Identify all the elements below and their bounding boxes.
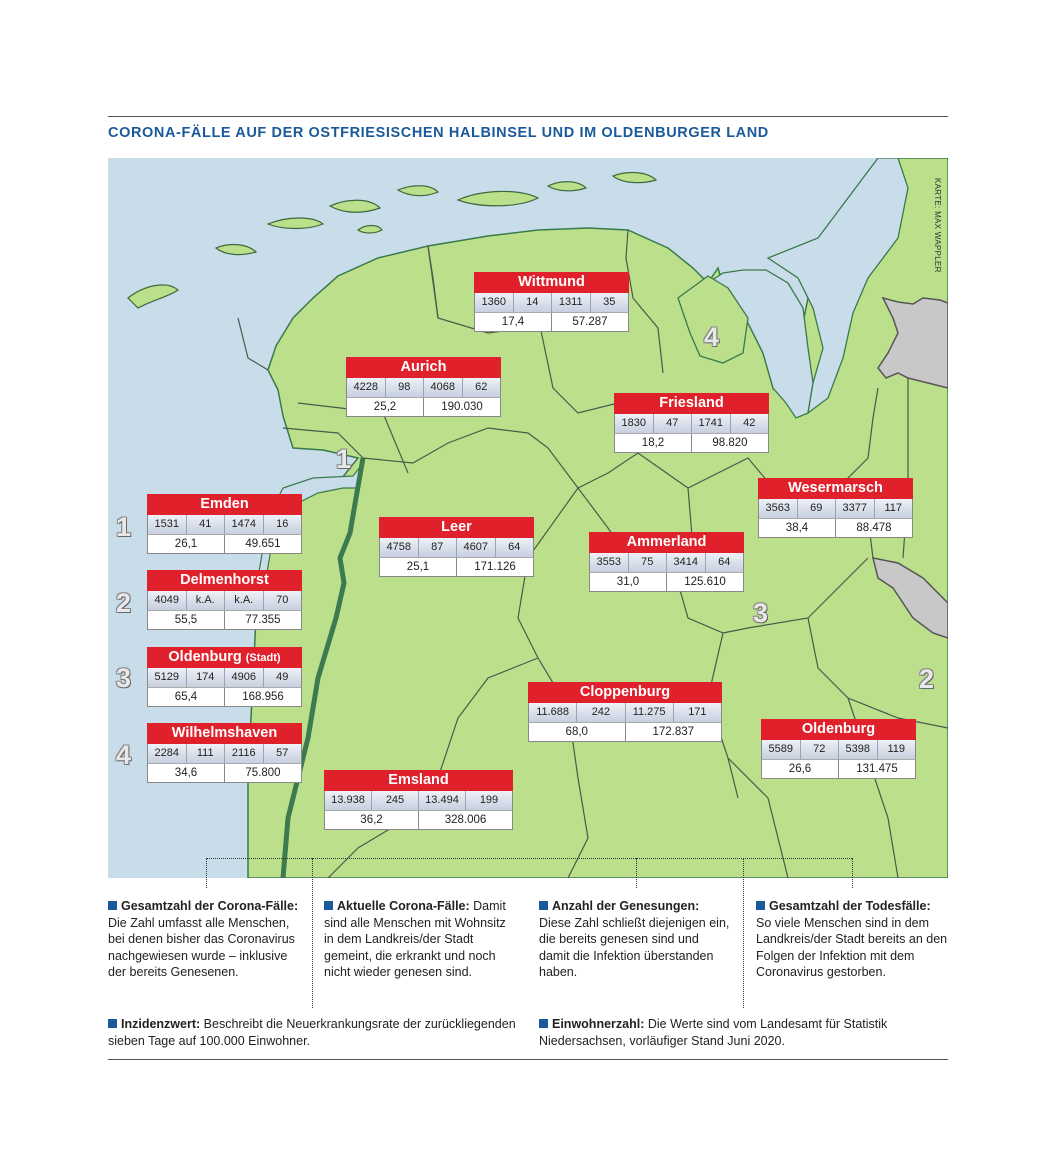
box-title: Oldenburg	[761, 719, 916, 740]
cell-gesamt: 4758	[380, 538, 419, 557]
box-leer	[379, 517, 534, 577]
cell-einwohner: 98.820	[712, 437, 748, 449]
box-oldenburg-stadt	[147, 647, 302, 707]
cell-genesen: 1474	[225, 515, 264, 534]
box-title: Leer	[379, 517, 534, 538]
cell-aktuell: 174	[187, 668, 226, 687]
legend-bullet	[539, 901, 548, 910]
box-title: Wesermarsch	[758, 478, 913, 499]
cell-tote: 42	[743, 417, 756, 429]
cell-gesamt: 5129	[148, 668, 187, 687]
box-title: Wittmund	[474, 272, 629, 293]
box-delmenhorst	[147, 570, 302, 630]
cell-einwohner: 131.475	[856, 763, 898, 775]
cell-genesen: 4906	[225, 668, 264, 687]
bottom-rule	[108, 1059, 948, 1060]
legend-gesamt	[108, 898, 304, 981]
box-title: Ammerland	[589, 532, 744, 553]
legend-label: Gesamtzahl der Corona-Fälle:	[121, 899, 299, 913]
cell-einwohner: 88.478	[856, 522, 892, 534]
box-ammerland	[589, 532, 744, 592]
box-friesland	[614, 393, 769, 453]
box-aurich	[346, 357, 501, 417]
cell-aktuell: 75	[629, 553, 668, 572]
cell-aktuell: 242	[577, 703, 625, 722]
legend-text: Diese Zahl schließt diejenigen ein, die bereits genesen sind und damit die Infektion überstanden haben.	[539, 915, 730, 979]
cell-genesen: 2116	[225, 744, 264, 763]
box-title: Cloppenburg	[528, 682, 722, 703]
cell-inzidenz: 18,2	[615, 434, 692, 452]
leader-tote	[743, 858, 744, 1008]
legend-label: Gesamtzahl der Todesfälle:	[769, 899, 931, 913]
cell-aktuell: 72	[801, 740, 840, 759]
legend-text: So viele Menschen sind in dem Landkreis/der Stadt bereits an den Folgen der Infektion mit dem Coronavirus gestorben.	[756, 915, 948, 979]
cell-inzidenz: 34,6	[148, 764, 225, 782]
legend-label: Anzahl der Genesungen:	[552, 899, 700, 913]
cell-aktuell: 245	[372, 791, 419, 810]
cell-inzidenz: 55,5	[148, 611, 225, 629]
box-oldenburg	[761, 719, 916, 779]
box-title: Aurich	[346, 357, 501, 378]
cell-inzidenz: 65,4	[148, 688, 225, 706]
cell-tote: 199	[479, 794, 499, 806]
box-title-name: Oldenburg	[168, 649, 242, 665]
cell-tote: 117	[884, 502, 903, 514]
cell-inzidenz: 26,6	[762, 760, 839, 778]
cell-genesen: 3377	[836, 499, 875, 518]
legend-text: Die Zahl umfasst alle Menschen, bei denen bisher das Coronavirus nachgewiesen wurde – inklusive der bereits Genesenen.	[108, 915, 295, 979]
cell-einwohner: 328.006	[444, 814, 487, 826]
box-title: Wilhelmshaven	[147, 723, 302, 744]
cell-tote: 119	[887, 743, 906, 755]
marker-3-legend: 3	[116, 663, 132, 693]
marker-2-legend: 2	[116, 588, 132, 618]
cell-inzidenz: 36,2	[325, 811, 419, 829]
cell-genesen: 4607	[457, 538, 496, 557]
cell-einwohner: 190.030	[441, 401, 483, 413]
marker-2-map: 2	[919, 664, 935, 694]
cell-genesen: 4068	[424, 378, 463, 397]
marker-1-legend: 1	[116, 512, 132, 542]
map-credit: KARTE: MAX WAPPLER	[933, 178, 942, 273]
cell-gesamt: 2284	[148, 744, 187, 763]
cell-aktuell: 111	[187, 744, 226, 763]
legend-aktuell	[324, 898, 516, 981]
leader-aktuell	[312, 858, 313, 1008]
marker-3-map: 3	[753, 598, 769, 628]
box-title: Delmenhorst	[147, 570, 302, 591]
cell-gesamt: 4049	[148, 591, 187, 610]
cell-einwohner: 125.610	[684, 576, 726, 588]
legend-tote	[756, 898, 948, 981]
cell-genesen: k.A.	[225, 591, 264, 610]
box-title-suffix: (Stadt)	[245, 652, 281, 664]
map-title: CORONA-FÄLLE AUF DER OSTFRIESISCHEN HALBINSEL UND IM OLDENBURGER LAND	[108, 125, 769, 141]
cell-genesen: 1741	[692, 414, 731, 433]
cell-gesamt: 1830	[615, 414, 654, 433]
legend-label: Aktuelle Corona-Fälle:	[337, 899, 470, 913]
leader-horizontal	[206, 858, 852, 859]
legend-label: Inzidenzwert:	[121, 1017, 201, 1031]
legend-text: Die Werte sind vom Landesamt für Statistik Niedersachsen, vorläufiger Stand Juni 2020.	[539, 1017, 888, 1048]
cell-genesen: 11.275	[626, 703, 674, 722]
cell-aktuell: 14	[514, 293, 553, 312]
box-title	[147, 647, 302, 668]
cell-einwohner: 75.800	[245, 767, 281, 779]
cell-gesamt: 13.938	[325, 791, 372, 810]
cell-inzidenz: 25,2	[347, 398, 424, 416]
cell-genesen: 1311	[552, 293, 591, 312]
box-title: Friesland	[614, 393, 769, 414]
box-title: Emden	[147, 494, 302, 515]
marker-1-map: 1	[336, 444, 352, 474]
cell-tote: 64	[508, 541, 521, 553]
top-rule	[108, 116, 948, 117]
leader-gesamt	[206, 858, 207, 888]
cell-gesamt: 3563	[759, 499, 798, 518]
cell-genesen: 3414	[667, 553, 706, 572]
leader-genesen	[636, 858, 637, 888]
cell-gesamt: 5589	[762, 740, 801, 759]
cell-tote: 171	[688, 706, 707, 718]
legend-genesen	[539, 898, 731, 981]
cell-einwohner: 171.126	[474, 561, 516, 573]
box-emsland	[324, 770, 513, 830]
cell-inzidenz: 68,0	[529, 723, 626, 741]
cell-inzidenz: 38,4	[759, 519, 836, 537]
cell-einwohner: 57.287	[572, 316, 608, 328]
cell-tote: 57	[276, 747, 289, 759]
legend-bullet	[108, 901, 117, 910]
cell-tote: 62	[475, 381, 488, 393]
cell-aktuell: 69	[798, 499, 837, 518]
box-wittmund	[474, 272, 629, 332]
cell-gesamt: 4228	[347, 378, 386, 397]
box-wilhelmshaven	[147, 723, 302, 783]
legend-text: Damit sind alle Menschen mit Wohnsitz in dem Landkreis/der Stadt gemeint, die erkrankt und noch nicht wieder genesen sind.	[324, 899, 506, 979]
legend-text: Beschreibt die Neuerkrankungsrate der zurückliegenden sieben Tage auf 100.000 Einwohner.	[108, 1017, 516, 1048]
box-cloppenburg	[528, 682, 722, 742]
cell-aktuell: 47	[654, 414, 693, 433]
cell-tote: 35	[603, 296, 616, 308]
cell-genesen: 5398	[839, 740, 878, 759]
cell-inzidenz: 25,1	[380, 558, 457, 576]
cell-einwohner: 77.355	[245, 614, 281, 626]
cell-inzidenz: 31,0	[590, 573, 667, 591]
cell-inzidenz: 26,1	[148, 535, 225, 553]
cell-aktuell: 41	[187, 515, 226, 534]
cell-einwohner: 49.651	[245, 538, 281, 550]
cell-tote: 70	[276, 594, 289, 606]
marker-4-map: 4	[704, 322, 720, 352]
cell-gesamt: 1531	[148, 515, 187, 534]
cell-genesen: 13.494	[419, 791, 466, 810]
legend-einwohner	[539, 1016, 948, 1049]
cell-aktuell: k.A.	[187, 591, 226, 610]
marker-4-legend: 4	[116, 740, 132, 770]
cell-inzidenz: 17,4	[475, 313, 552, 331]
legend-inzidenz	[108, 1016, 518, 1049]
legend-bullet	[756, 901, 765, 910]
cell-aktuell: 87	[419, 538, 458, 557]
cell-tote: 64	[718, 556, 731, 568]
cell-einwohner: 172.837	[652, 726, 695, 738]
cell-gesamt: 11.688	[529, 703, 577, 722]
box-title: Emsland	[324, 770, 513, 791]
legend-label: Einwohnerzahl:	[552, 1017, 645, 1031]
leader-tote-2	[852, 858, 853, 888]
cell-einwohner: 168.956	[242, 691, 284, 703]
cell-tote: 49	[276, 671, 289, 683]
cell-aktuell: 98	[386, 378, 425, 397]
box-wesermarsch	[758, 478, 913, 538]
box-emden	[147, 494, 302, 554]
cell-gesamt: 3553	[590, 553, 629, 572]
cell-tote: 16	[276, 518, 289, 530]
legend-bullet	[324, 901, 333, 910]
cell-gesamt: 1360	[475, 293, 514, 312]
legend-bullet	[108, 1019, 117, 1028]
legend-bullet	[539, 1019, 548, 1028]
